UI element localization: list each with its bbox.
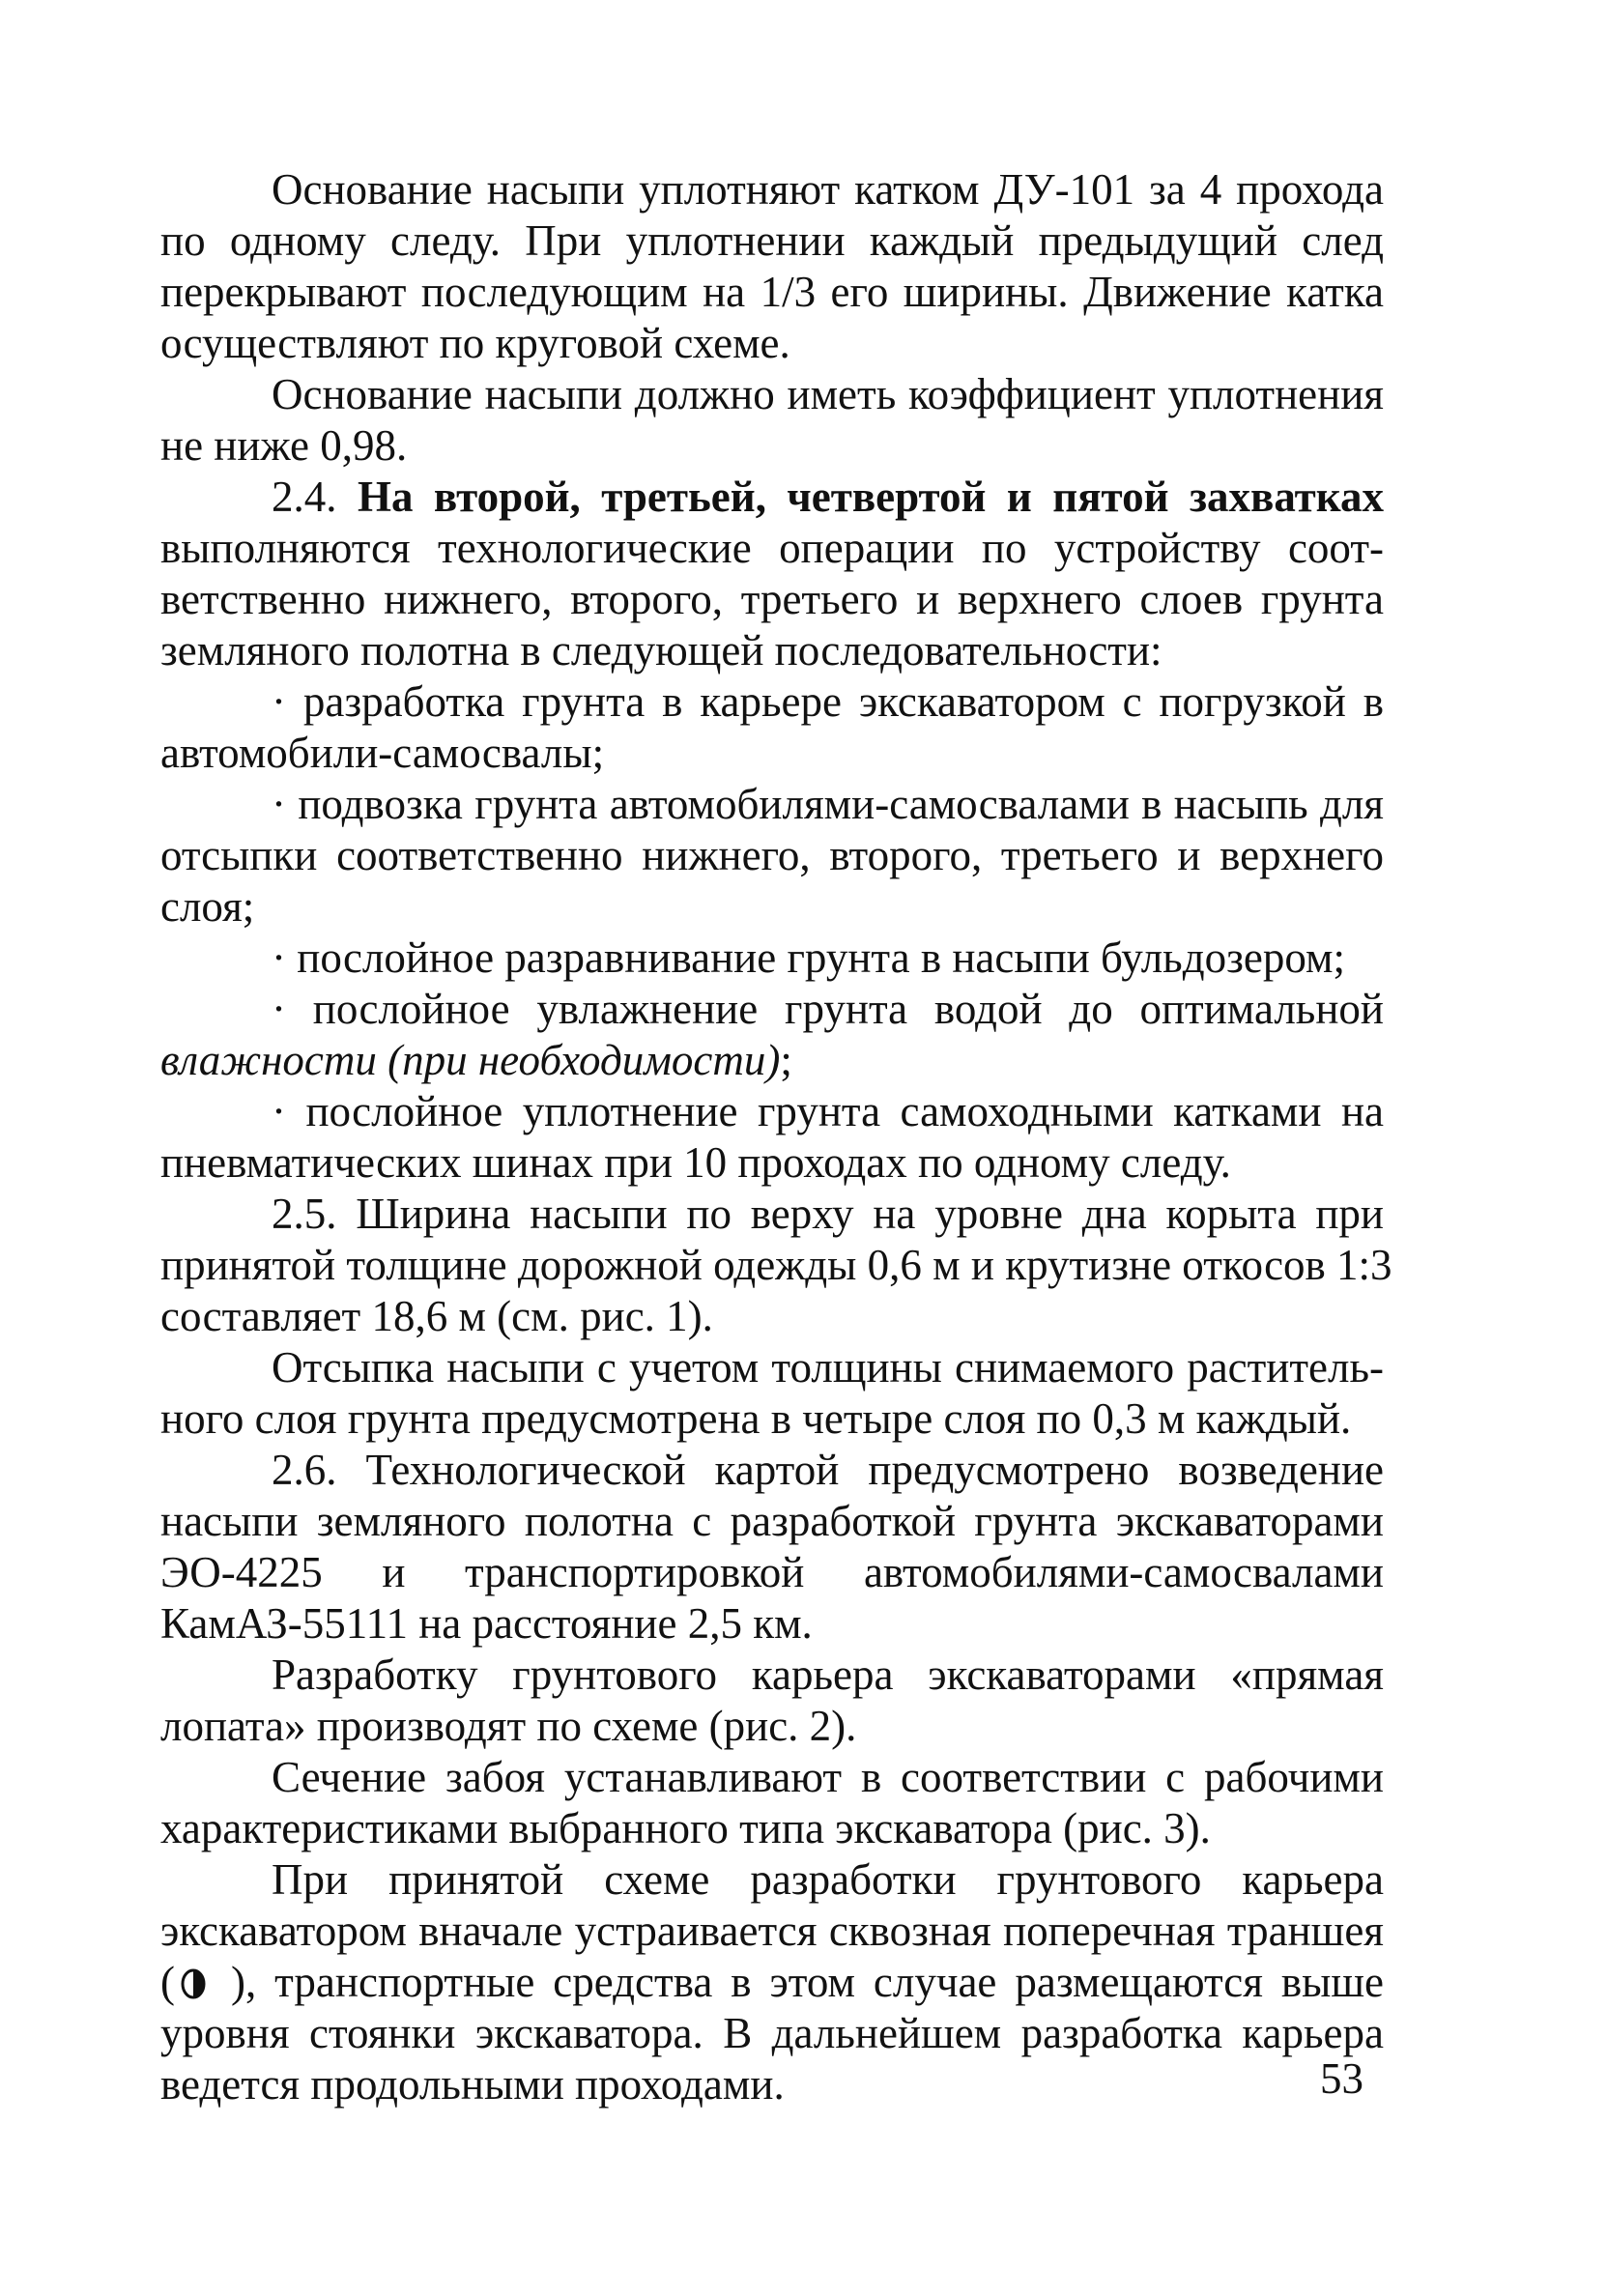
bullet-item-moistening (160, 984, 1384, 1086)
bullet-item-levelling (160, 933, 1384, 984)
text-line: характеристиками выбранного типа экскаватора (рис. 3). (160, 1804, 1211, 1852)
text-line: ЭО-4225 и транспортировкой автомобилями-самосвалами (160, 1548, 1384, 1596)
paragraph-section-2-5 (160, 1189, 1392, 1342)
text-line: экскаватором вначале устраивается сквозная поперечная траншея (160, 1907, 1384, 1955)
bullet-item-transport (160, 779, 1384, 933)
text-line: Разработку грунтового карьера экскаваторами «прямая (272, 1650, 1384, 1699)
text-line: КамАЗ-55111 на расстояние 2,5 км. (160, 1599, 813, 1648)
italic-text: влажности (при необходимости) (160, 1036, 781, 1084)
paragraph-section-2-4 (160, 472, 1384, 676)
paragraph-trench-scheme (160, 1854, 1384, 2110)
text-line: принятой толщине дорожной одежды 0,6 м и крутизне откосов 1:3 (160, 1241, 1392, 1289)
text-line: лопата» производят по схеме (рис. 2). (160, 1702, 857, 1750)
text-line: автомобили-самосвалы; (160, 729, 605, 777)
text-line: · послойное уплотнение грунта самоходными катками на (272, 1087, 1384, 1135)
text-line: · подвозка грунта автомобилями-самосвалами в насыпь для (272, 780, 1384, 828)
text-line: уровня стоянки экскаватора. В дальнейшем разработка карьера (160, 2009, 1384, 2057)
paragraph-fill-layers (160, 1342, 1384, 1445)
text-line: отсыпки соответственно нижнего, второго, третьего и верхнего (160, 831, 1384, 879)
text-line: 2.5. Ширина насыпи по верху на уровне дна корыта при (272, 1190, 1384, 1238)
text-line: · послойное увлажнение грунта водой до оптимальной (272, 985, 1384, 1033)
text-line: перекрывают последующим на 1/3 его ширины. Движение катка (160, 268, 1384, 316)
text-line: При принятой схеме разработки грунтового карьера (272, 1855, 1384, 1904)
half-filled-circle-icon (181, 1968, 206, 1999)
text-line: 2.6. Технологической картой предусмотрено возведение (272, 1446, 1384, 1494)
paragraph-compaction-coefficient (160, 369, 1384, 472)
text-line: по одному следу. При уплотнении каждый предыдущий след (160, 216, 1384, 265)
section-number: 2.4. (272, 473, 337, 521)
paragraph-face-section (160, 1752, 1384, 1854)
document-page (160, 164, 1392, 2110)
text-line: ведется продольными проходами. (160, 2060, 785, 2109)
text-line: Основание насыпи должно иметь коэффициент уплотнения (272, 370, 1384, 418)
text-line (160, 1957, 1384, 2008)
text-line (160, 1035, 1384, 1086)
text-line: ветственно нижнего, второго, третьего и верхнего слоев грунта (160, 575, 1384, 623)
text-line: ного слоя грунта предусмотрена в четыре слоя по 0,3 м каждый. (160, 1394, 1352, 1443)
text-line: земляного полотна в следующей последовательности: (160, 626, 1162, 674)
text-line: не ниже 0,98. (160, 421, 408, 470)
text-line: Сечение забоя устанавливают в соответствии с рабочими (272, 1753, 1384, 1801)
text-line (160, 472, 1384, 523)
bullet-item-rolling (160, 1086, 1384, 1189)
text-line: пневматических шинах при 10 проходах по одному следу. (160, 1138, 1231, 1187)
paragraph-quarry-scheme (160, 1650, 1384, 1752)
text-line: Отсыпка насыпи с учетом толщины снимаемого раститель- (272, 1343, 1384, 1392)
line-rest: ), транспортные средства в этом случае размещаются выше (231, 1958, 1384, 2006)
text-line: составляет 18,6 м (см. рис. 1). (160, 1292, 713, 1340)
open-paren: ( (160, 1958, 175, 2006)
text-line: выполняются технологические операции по устройству соот- (160, 524, 1384, 572)
text-line: · разработка грунта в карьере экскаватором с погрузкой в (272, 677, 1384, 726)
text-line: Основание насыпи уплотняют катком ДУ-101 за 4 прохода (272, 165, 1384, 214)
punctuation: ; (780, 1036, 792, 1084)
bullet-item-excavation (160, 676, 1384, 779)
text-line: осуществляют по круговой схеме. (160, 319, 790, 367)
text-line: · послойное разравнивание грунта в насыпи бульдозером; (272, 933, 1345, 982)
bold-heading-text: На второй, третьей, четвертой и пятой захватках (357, 473, 1385, 521)
text-line: насыпи земляного полотна с разработкой грунта экскаваторами (160, 1497, 1384, 1545)
page-number: 53 (1320, 2054, 1363, 2103)
text-line: слоя; (160, 882, 255, 931)
paragraph-section-2-6 (160, 1445, 1384, 1650)
paragraph-base-compaction (160, 164, 1384, 369)
